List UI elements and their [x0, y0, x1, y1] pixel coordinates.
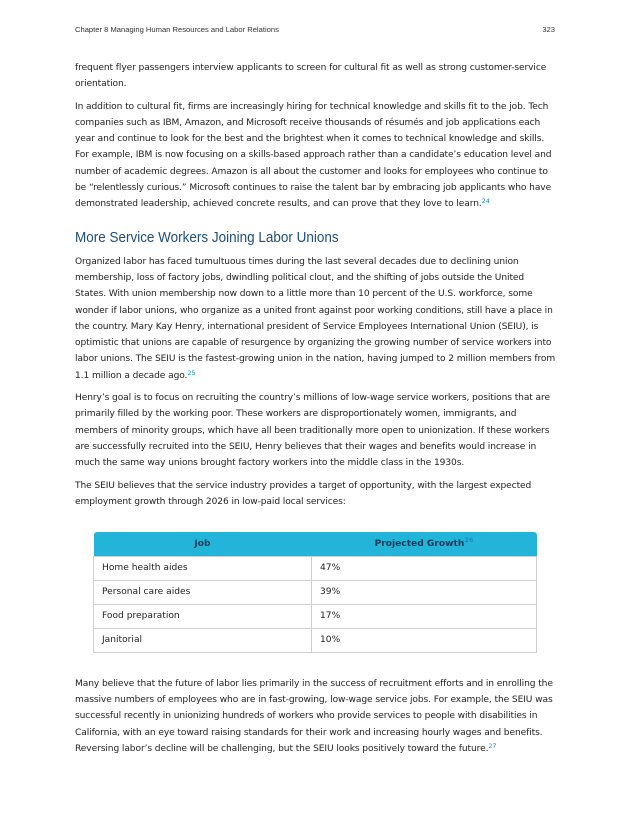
job-cell: Home health aides [94, 556, 312, 580]
column-header-growth: Projected Growth$^{26}$ [312, 532, 537, 556]
section-heading: More Service Workers Joining Labor Unions [75, 229, 339, 246]
table-row [94, 628, 537, 652]
paragraph-1: frequent flyer passengers interview applicants to screen for cultural fit as well as strong customer-service orientation. [75, 63, 547, 90]
job-cell: Food preparation [94, 604, 312, 628]
growth-cell: 10% [312, 628, 537, 652]
growth-cell: 39% [312, 580, 537, 604]
paragraph-3: Organized labor has faced tumultuous times during the last several decades due to declining union membership, loss of factory jobs, dwindling political clout, and the shifting of jobs outside the United States. With union membership now down to a little more than 10 percent of the U.S. workforce, some wonder if labor unions, who organize as a united front against poor working conditions, still have a place in the country. Mary Kay Henry, international president of Service Employees International Union (SEIU), is optimistic that unions are capable of resurgence by organizing the growing number of service workers into labor unions. The SEIU is the fastest-growing union in the nation, having jumped to 2 million members from 1.1 million a decade ago.$^{25}$ [75, 256, 556, 381]
growth-cell: 47% [312, 556, 537, 580]
table-row [94, 580, 537, 604]
table-row [94, 556, 537, 580]
paragraph-6: Many believe that the future of labor lies primarily in the success of recruitment efforts and in enrolling the massive numbers of employees who are in fast-growing, low-wage service jobs. For example, the SEIU was successful recently in unionizing hundreds of workers who provide services to people with disabilities in California, with an eye toward raising standards for their work and increasing hourly wages and benefits. Reversing labor’s decline will be challenging, but the SEIU looks positively toward the future.$^{27}$ [75, 678, 553, 754]
column-header-job: Job [94, 532, 312, 556]
page-content [75, 60, 557, 763]
growth-cell: 17% [312, 604, 537, 628]
job-cell: Personal care aides [94, 580, 312, 604]
page-number: 323 [542, 25, 555, 34]
table-header-row [94, 532, 537, 556]
paragraph-4: Henry’s goal is to focus on recruiting the country’s millions of low-wage service workers, positions that are primarily filled by the working poor. These workers are disproportionately women, immigrants, and members of minority groups, which have all been traditionally more open to unionization. If these workers are successfully recruited into the SEIU, Henry believes that their wages and benefits would increase in much the same way unions brought factory workers into the middle class in the 1930s. [75, 393, 550, 469]
page-header [75, 25, 555, 34]
chapter-title: Chapter 8 Managing Human Resources and Labor Relations [75, 25, 279, 34]
footnote-ref-24[interactable]: 24 [481, 197, 490, 206]
footnote-ref-27[interactable]: 27 [488, 741, 497, 750]
table-row [94, 604, 537, 628]
footnote-ref-25[interactable]: 25 [187, 368, 196, 377]
job-cell: Janitorial [94, 628, 312, 652]
footnote-ref-26[interactable]: 26 [464, 535, 474, 544]
growth-table [93, 532, 537, 653]
paragraph-2: In addition to cultural fit, firms are increasingly hiring for technical knowledge and skills fit to the job. Tech companies such as IBM, Amazon, and Microsoft receive thousands of résumés and job applications each year and continue to look for the best and the brightest when it comes to technical knowledge and skills. For example, IBM is now focusing on a skills-based approach rather than a candidate’s education level and number of academic degrees. Amazon is all about the customer and looks for employees who continue to be “relentlessly curious.” Microsoft continues to raise the talent bar by embracing job applicants who have demonstrated leadership, achieved concrete results, and can prove that they love to learn.$^{24}$ [75, 101, 552, 210]
paragraph-5: The SEIU believes that the service industry provides a target of opportunity, with the largest expected employment growth through 2026 in low-paid local services: [75, 480, 532, 507]
